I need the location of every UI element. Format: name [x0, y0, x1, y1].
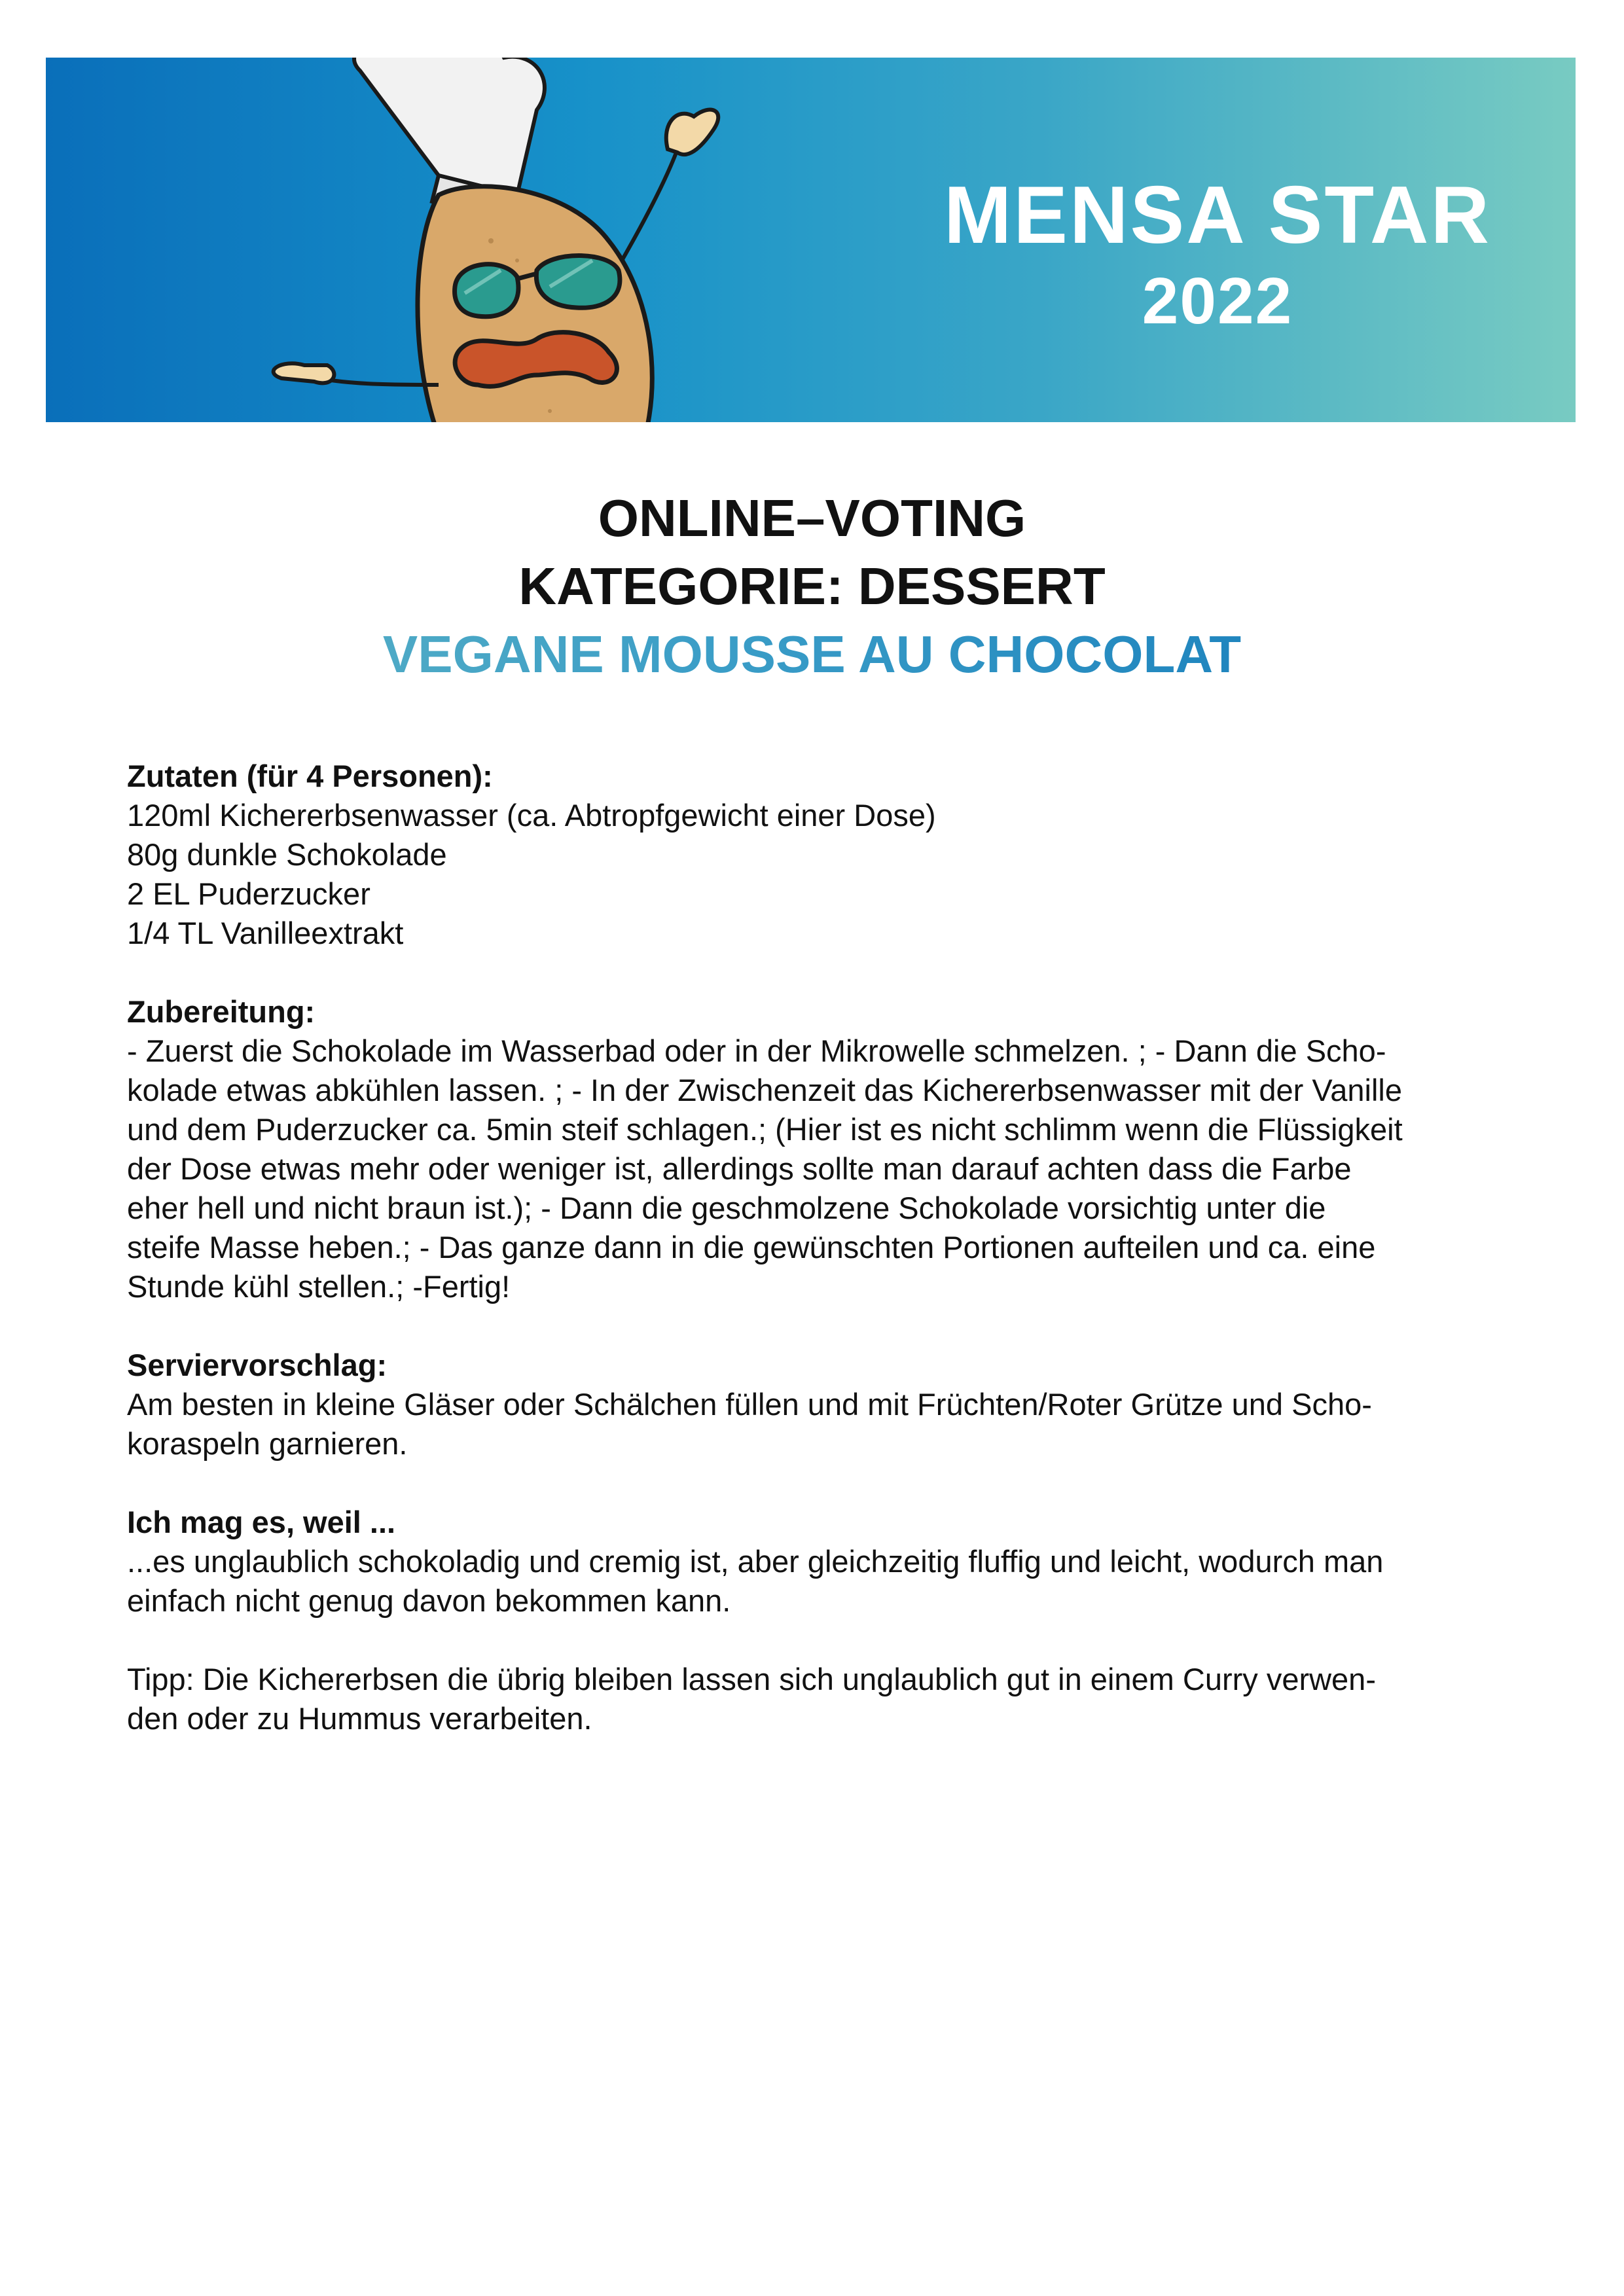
header-banner — [46, 58, 1576, 422]
tip-line: Tipp: Die Kichererbsen die übrig bleiben lassen sich unglaublich gut in einem Curry verwen- — [127, 1662, 1376, 1696]
preparation-heading: Zubereitung: — [127, 994, 316, 1029]
recipe-content — [127, 757, 1515, 1778]
preparation-line: - Zuerst die Schokolade im Wasserbad oder in der Mikrowelle schmelzen. ; - Dann die Scho- — [127, 1033, 1386, 1068]
ingredient-item: 1/4 TL Vanilleextrakt — [127, 916, 404, 950]
serving-section — [127, 1346, 1515, 1463]
ingredient-item: 80g dunkle Schokolade — [127, 837, 447, 872]
ingredients-section — [127, 757, 1515, 953]
ingredients-heading: Zutaten (für 4 Personen): — [127, 759, 493, 793]
reason-heading: Ich mag es, weil ... — [127, 1505, 396, 1539]
page-headline — [0, 484, 1624, 689]
preparation-line: der Dose etwas mehr oder weniger ist, allerdings sollte man darauf achten dass die Farbe — [127, 1151, 1352, 1186]
banner-title-line1: MENSA STAR — [944, 170, 1491, 260]
ingredient-item: 2 EL Puderzucker — [127, 876, 370, 911]
chef-potato-mascot-icon — [242, 58, 831, 422]
preparation-line: steife Masse heben.; - Das ganze dann in die gewünschten Portionen aufteilen und ca. eine — [127, 1230, 1376, 1265]
serving-heading: Serviervorschlag: — [127, 1348, 388, 1382]
preparation-line: eher hell und nicht braun ist.); - Dann die geschmolzene Schokolade vorsichtig unter die — [127, 1191, 1326, 1225]
ingredient-item: 120ml Kichererbsenwasser (ca. Abtropfgewicht einer Dose) — [127, 798, 936, 833]
serving-line: Am besten in kleine Gläser oder Schälchen füllen und mit Früchten/Roter Grütze und Scho- — [127, 1387, 1372, 1422]
preparation-line: kolade etwas abkühlen lassen. ; - In der Zwischenzeit das Kichererbsenwasser mit der Vanille — [127, 1073, 1402, 1107]
headline-dish-title: VEGANE MOUSSE AU CHOCOLAT — [0, 620, 1624, 689]
tip-line: den oder zu Hummus verarbeiten. — [127, 1701, 592, 1736]
preparation-line: Stunde kühl stellen.; -Fertig! — [127, 1269, 511, 1304]
preparation-line: und dem Puderzucker ca. 5min steif schlagen.; (Hier ist es nicht schlimm wenn die Flüssigkeit — [127, 1112, 1403, 1147]
reason-line: ...es unglaublich schokoladig und cremig ist, aber gleichzeitig fluffig und leicht, wodurch man — [127, 1544, 1384, 1579]
banner-title-year: 2022 — [1142, 264, 1293, 338]
serving-line: koraspeln garnieren. — [127, 1426, 408, 1461]
headline-category: KATEGORIE: DESSERT — [518, 557, 1106, 615]
preparation-section — [127, 992, 1515, 1306]
reason-section — [127, 1503, 1515, 1621]
headline-voting: ONLINE–VOTING — [598, 489, 1026, 547]
tip-section — [127, 1660, 1515, 1738]
reason-line: einfach nicht genug davon bekommen kann. — [127, 1583, 731, 1618]
banner-title — [884, 169, 1551, 339]
